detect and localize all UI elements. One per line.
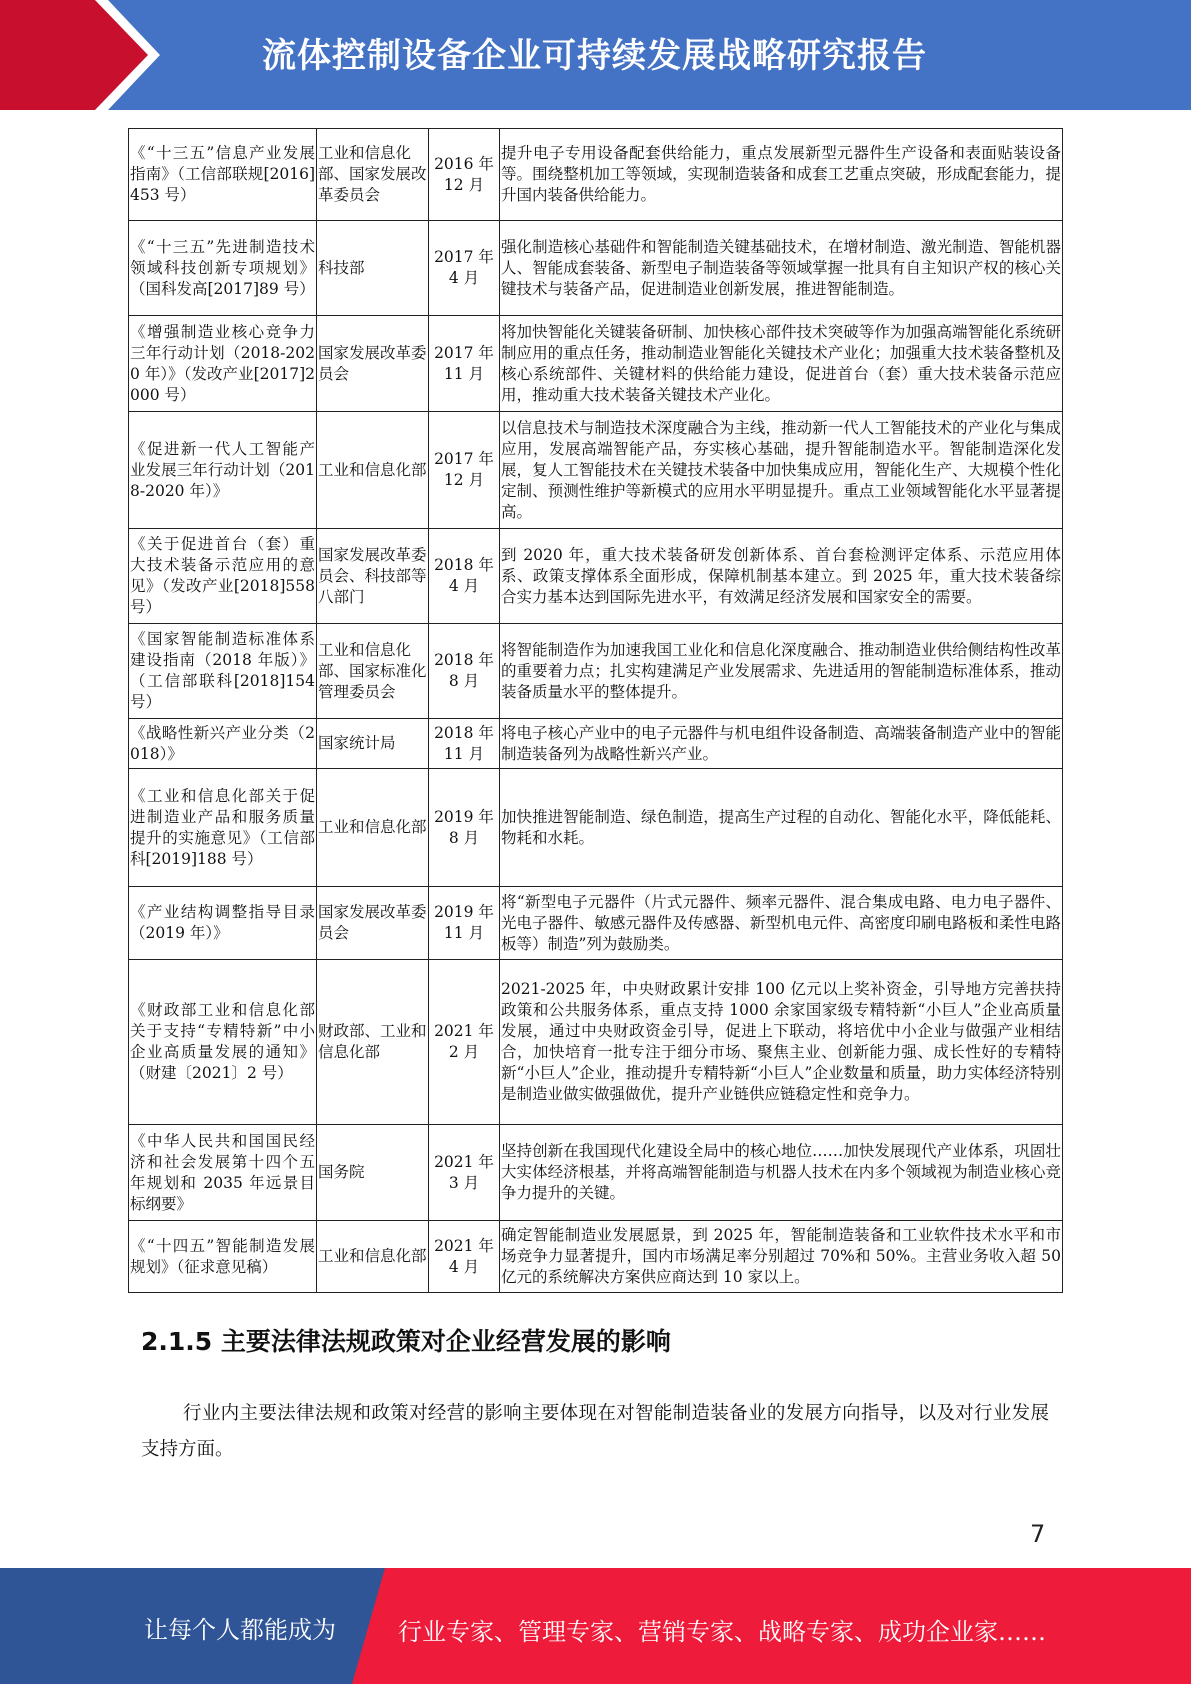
policy-date: 2018 年11 月 bbox=[429, 719, 500, 769]
policy-date: 2021 年4 月 bbox=[429, 1221, 500, 1293]
policy-date: 2021 年3 月 bbox=[429, 1125, 500, 1221]
policy-dept: 国家统计局 bbox=[317, 719, 429, 769]
policy-name: 《“十三五”先进制造技术领域科技创新专项规划》（国科发高[2017]89 号） bbox=[129, 221, 317, 316]
policy-dept: 工业和信息化部 bbox=[317, 1221, 429, 1293]
table-row bbox=[129, 412, 1063, 529]
policy-content: 将加快智能化关键装备研制、加快核心部件技术突破等作为加强高端智能化系统研制应用的重点任务，推动制造业智能化关键技术产业化；加强重大技术装备整机及核心系统部件、关键材料的供给能力建设，促进首台（套）重大技术装备示范应用，推动重大技术装备关键技术产业化。 bbox=[500, 316, 1063, 412]
policy-dept: 科技部 bbox=[317, 221, 429, 316]
policy-content: 2021-2025 年，中央财政累计安排 100 亿元以上奖补资金，引导地方完善扶持政策和公共服务体系，重点支持 1000 余家国家级专精特新“小巨人”企业高质量发展，通过中央财政资金引导，促进上下联动，将培优中小企业与做强产业相结合，加快培育一批专注于细分市场、聚焦主业、创新能力强、成长性好的专精特新“小巨人”企业，推动提升专精特新“小巨人”企业数量和质量，助力实体经济特别是制造业做实做强做优，提升产业链供应链稳定性和竞争力。 bbox=[500, 960, 1063, 1125]
policy-date: 2017 年11 月 bbox=[429, 316, 500, 412]
policy-name: 《“十四五”智能制造发展规划》（征求意见稿） bbox=[129, 1221, 317, 1293]
policy-date: 2021 年2 月 bbox=[429, 960, 500, 1125]
footer-slogan-right: 行业专家、管理专家、营销专家、战略专家、成功企业家…… bbox=[398, 1618, 1046, 1646]
policy-date: 2017 年12 月 bbox=[429, 412, 500, 529]
table-row bbox=[129, 1221, 1063, 1293]
header-red-arrow bbox=[0, 0, 150, 110]
policy-dept: 财政部、工业和信息化部 bbox=[317, 960, 429, 1125]
section-paragraph: 行业内主要法律法规和政策对经营的影响主要体现在对智能制造装备业的发展方向指导，以及对行业发展支持方面。 bbox=[141, 1403, 1049, 1460]
policy-dept: 工业和信息化部 bbox=[317, 769, 429, 887]
table-row bbox=[129, 221, 1063, 316]
policy-date: 2017 年4 月 bbox=[429, 221, 500, 316]
policy-name: 《促进新一代人工智能产业发展三年行动计划（2018-2020 年）》 bbox=[129, 412, 317, 529]
footer-slogan-left: 让每个人都能成为 bbox=[144, 1616, 336, 1644]
policy-date: 2019 年8 月 bbox=[429, 769, 500, 887]
policy-name: 《“十三五”信息产业发展指南》（工信部联规[2016]453 号） bbox=[129, 129, 317, 221]
policy-content: 以信息技术与制造技术深度融合为主线，推动新一代人工智能技术的产业化与集成应用，发展高端智能产品，夯实核心基础，提升智能制造水平。智能制造深化发展，复人工智能技术在关键技术装备中加快集成应用，智能化生产、大规模个性化定制、预测性维护等新模式的应用水平明显提升。重点工业领域智能化水平显著提高。 bbox=[500, 412, 1063, 529]
policy-dept: 国务院 bbox=[317, 1125, 429, 1221]
page-header bbox=[0, 0, 1191, 110]
policy-table bbox=[128, 128, 1063, 1293]
policy-name: 《中华人民共和国国民经济和社会发展第十四个五年规划和 2035 年远景目标纲要》 bbox=[129, 1125, 317, 1221]
policy-name: 《财政部工业和信息化部关于支持“专精特新”中小企业高质量发展的通知》（财建〔2021〕2 号） bbox=[129, 960, 317, 1125]
policy-name: 《战略性新兴产业分类（2018）》 bbox=[129, 719, 317, 769]
policy-dept: 工业和信息化部、国家发展改革委员会 bbox=[317, 129, 429, 221]
policy-name: 《增强制造业核心竞争力三年行动计划（2018-2020 年）》（发改产业[2017]2000 号） bbox=[129, 316, 317, 412]
policy-content: 坚持创新在我国现代化建设全局中的核心地位……加快发展现代产业体系，巩固壮大实体经济根基，并将高端智能制造与机器人技术在内多个领域视为制造业核心竞争力提升的关键。 bbox=[500, 1125, 1063, 1221]
policy-date: 2018 年8 月 bbox=[429, 624, 500, 719]
policy-dept: 国家发展改革委员会 bbox=[317, 316, 429, 412]
policy-name: 《关于促进首台（套）重大技术装备示范应用的意见》（发改产业[2018]558 号） bbox=[129, 529, 317, 624]
table-row bbox=[129, 316, 1063, 412]
table-row bbox=[129, 1125, 1063, 1221]
policy-content: 到 2020 年，重大技术装备研发创新体系、首台套检测评定体系、示范应用体系、政策支撑体系全面形成，保障机制基本建立。到 2025 年，重大技术装备综合实力基本达到国际先进水平，有效满足经济发展和国家安全的需要。 bbox=[500, 529, 1063, 624]
policy-content: 加快推进智能制造、绿色制造，提高生产过程的自动化、智能化水平，降低能耗、物耗和水耗。 bbox=[500, 769, 1063, 887]
report-title: 流体控制设备企业可持续发展战略研究报告 bbox=[262, 36, 927, 76]
policy-content: 强化制造核心基础件和智能制造关键基础技术，在增材制造、激光制造、智能机器人、智能成套装备、新型电子制造装备等领域掌握一批具有自主知识产权的核心关键技术与装备产品，促进制造业创新发展，推进智能制造。 bbox=[500, 221, 1063, 316]
policy-name: 《工业和信息化部关于促进制造业产品和服务质量提升的实施意见》（工信部科[2019]188 号） bbox=[129, 769, 317, 887]
policy-date: 2019 年11 月 bbox=[429, 887, 500, 960]
policy-content: 将智能制造作为加速我国工业化和信息化深度融合、推动制造业供给侧结构性改革的重要着力点；扎实构建满足产业发展需求、先进适用的智能制造标准体系，推动装备质量水平的整体提升。 bbox=[500, 624, 1063, 719]
policy-dept: 国家发展改革委员会 bbox=[317, 887, 429, 960]
policy-name: 《国家智能制造标准体系建设指南（2018 年版）》（工信部联科[2018]154 号） bbox=[129, 624, 317, 719]
table-row bbox=[129, 769, 1063, 887]
policy-date: 2016 年12 月 bbox=[429, 129, 500, 221]
policy-date: 2018 年4 月 bbox=[429, 529, 500, 624]
policy-name: 《产业结构调整指导目录（2019 年）》 bbox=[129, 887, 317, 960]
page-number: 7 bbox=[1030, 1520, 1046, 1548]
table-row bbox=[129, 129, 1063, 221]
table-row bbox=[129, 529, 1063, 624]
section-heading: 2.1.5 主要法律法规政策对企业经营发展的影响 bbox=[141, 1327, 671, 1356]
policy-dept: 国家发展改革委员会、科技部等八部门 bbox=[317, 529, 429, 624]
table-row bbox=[129, 960, 1063, 1125]
table-row bbox=[129, 887, 1063, 960]
policy-content: 提升电子专用设备配套供给能力，重点发展新型元器件生产设备和表面贴装设备等。围绕整机加工等领域，实现制造装备和成套工艺重点突破，形成配套能力，提升国内装备供给能力。 bbox=[500, 129, 1063, 221]
policy-content: 将电子核心产业中的电子元器件与机电组件设备制造、高端装备制造产业中的智能制造装备列为战略性新兴产业。 bbox=[500, 719, 1063, 769]
page-footer bbox=[0, 1568, 1191, 1684]
table-row bbox=[129, 719, 1063, 769]
policy-content: 将“新型电子元器件（片式元器件、频率元器件、混合集成电路、电力电子器件、光电子器件、敏感元器件及传感器、新型机电元件、高密度印刷电路板和柔性电路板等）制造”列为鼓励类。 bbox=[500, 887, 1063, 960]
policy-dept: 工业和信息化部、国家标准化管理委员会 bbox=[317, 624, 429, 719]
policy-content: 确定智能制造业发展愿景，到 2025 年，智能制造装备和工业软件技术水平和市场竞争力显著提升，国内市场满足率分别超过 70%和 50%。主营业务收入超 50 亿元的系统解决方案供应商达到 10 家以上。 bbox=[500, 1221, 1063, 1293]
policy-dept: 工业和信息化部 bbox=[317, 412, 429, 529]
table-row bbox=[129, 624, 1063, 719]
